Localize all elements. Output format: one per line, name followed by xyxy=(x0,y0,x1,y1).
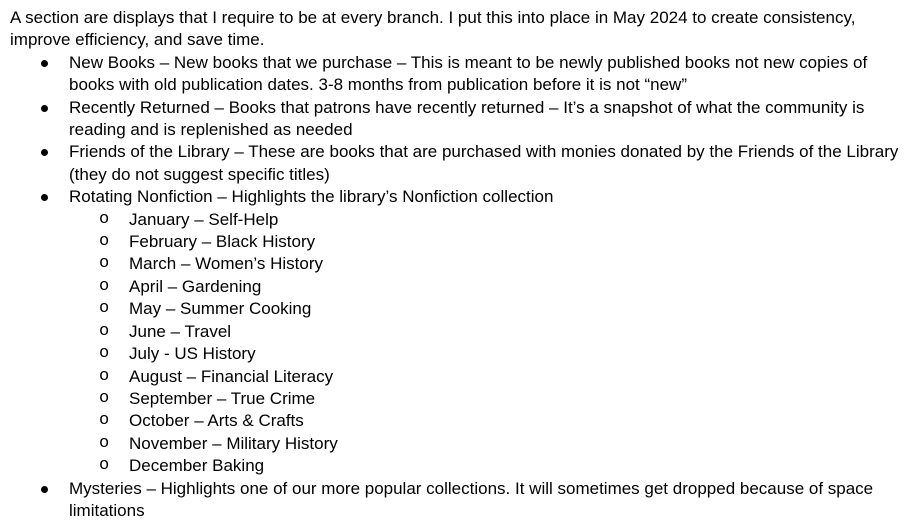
sub-list-item-text: April – Gardening xyxy=(129,276,262,296)
bullet-icon xyxy=(41,194,48,201)
sub-list-item-text: September – True Crime xyxy=(129,388,316,408)
list-item-text: Mysteries – Highlights one of our more popular collections. It will sometimes get dropped because of space limitations xyxy=(69,478,874,520)
circle-bullet-icon: o xyxy=(99,456,110,476)
circle-bullet-icon: o xyxy=(99,254,110,274)
list-item-mysteries xyxy=(10,478,906,523)
circle-bullet-icon: o xyxy=(99,411,110,431)
sub-list-item-text: August – Financial Literacy xyxy=(129,366,334,386)
list-item-text: New Books – New books that we purchase – This is meant to be newly published books not new copies of books with old publication dates. 3-8 months from publication before it is not “new” xyxy=(69,52,868,95)
circle-bullet-icon: o xyxy=(99,366,110,386)
bullet-icon xyxy=(41,60,48,67)
circle-bullet-icon: o xyxy=(99,344,110,364)
sub-list-item-text: June – Travel xyxy=(129,321,232,341)
sub-list-item-text: December Baking xyxy=(129,456,265,476)
sub-list-item-november xyxy=(69,433,906,455)
list-item-text: Recently Returned – Books that patrons have recently returned – It’s a snapshot of what the community is reading and is replenished as needed xyxy=(69,97,865,140)
sub-list-item-february xyxy=(69,231,906,253)
monthly-topics-list xyxy=(69,209,906,478)
sub-list-item-text: May – Summer Cooking xyxy=(129,299,312,319)
sub-list-item-september xyxy=(69,388,906,410)
circle-bullet-icon: o xyxy=(99,321,110,341)
sub-list-item-text: November – Military History xyxy=(129,433,338,453)
sub-list-item-august xyxy=(69,366,906,388)
sub-list-item-march xyxy=(69,253,906,275)
circle-bullet-icon: o xyxy=(99,209,110,229)
sub-list-item-text: March – Women’s History xyxy=(129,254,323,274)
sub-list-item-text: February – Black History xyxy=(129,232,316,252)
list-item-text: Rotating Nonfiction – Highlights the library’s Nonfiction collection xyxy=(69,187,554,207)
list-item-text: Friends of the Library – These are books that are purchased with monies donated by the Friends of the Library (they do not suggest specific titles) xyxy=(69,142,899,184)
sub-list-item-text: October – Arts & Crafts xyxy=(129,411,304,431)
intro-paragraph: A section are displays that I require to be at every branch. I put this into place in May 2024 to create consistency, improve efficiency, and save time. xyxy=(10,8,856,50)
sub-list-item-text: January – Self-Help xyxy=(129,209,279,229)
list-item-new-books xyxy=(10,52,906,97)
sub-list-item-january xyxy=(69,209,906,231)
sub-list-item-june xyxy=(69,321,906,343)
sub-list-item-april xyxy=(69,276,906,298)
document-body xyxy=(10,7,906,522)
bullet-icon xyxy=(41,486,48,493)
sub-list-item-may xyxy=(69,298,906,320)
circle-bullet-icon: o xyxy=(99,299,110,319)
bullet-icon xyxy=(41,149,48,156)
sub-list-item-december xyxy=(69,455,906,477)
circle-bullet-icon: o xyxy=(99,232,110,252)
list-item-recently-returned xyxy=(10,97,906,142)
sub-list-item-text: July - US History xyxy=(129,344,256,364)
circle-bullet-icon: o xyxy=(99,388,110,408)
sub-list-item-july xyxy=(69,343,906,365)
bullet-icon xyxy=(41,105,48,112)
circle-bullet-icon: o xyxy=(99,433,110,453)
list-item-friends-of-library xyxy=(10,141,906,186)
sub-list-item-october xyxy=(69,410,906,432)
display-sections-list xyxy=(10,52,906,523)
circle-bullet-icon: o xyxy=(99,276,110,296)
list-item-rotating-nonfiction xyxy=(10,186,906,477)
